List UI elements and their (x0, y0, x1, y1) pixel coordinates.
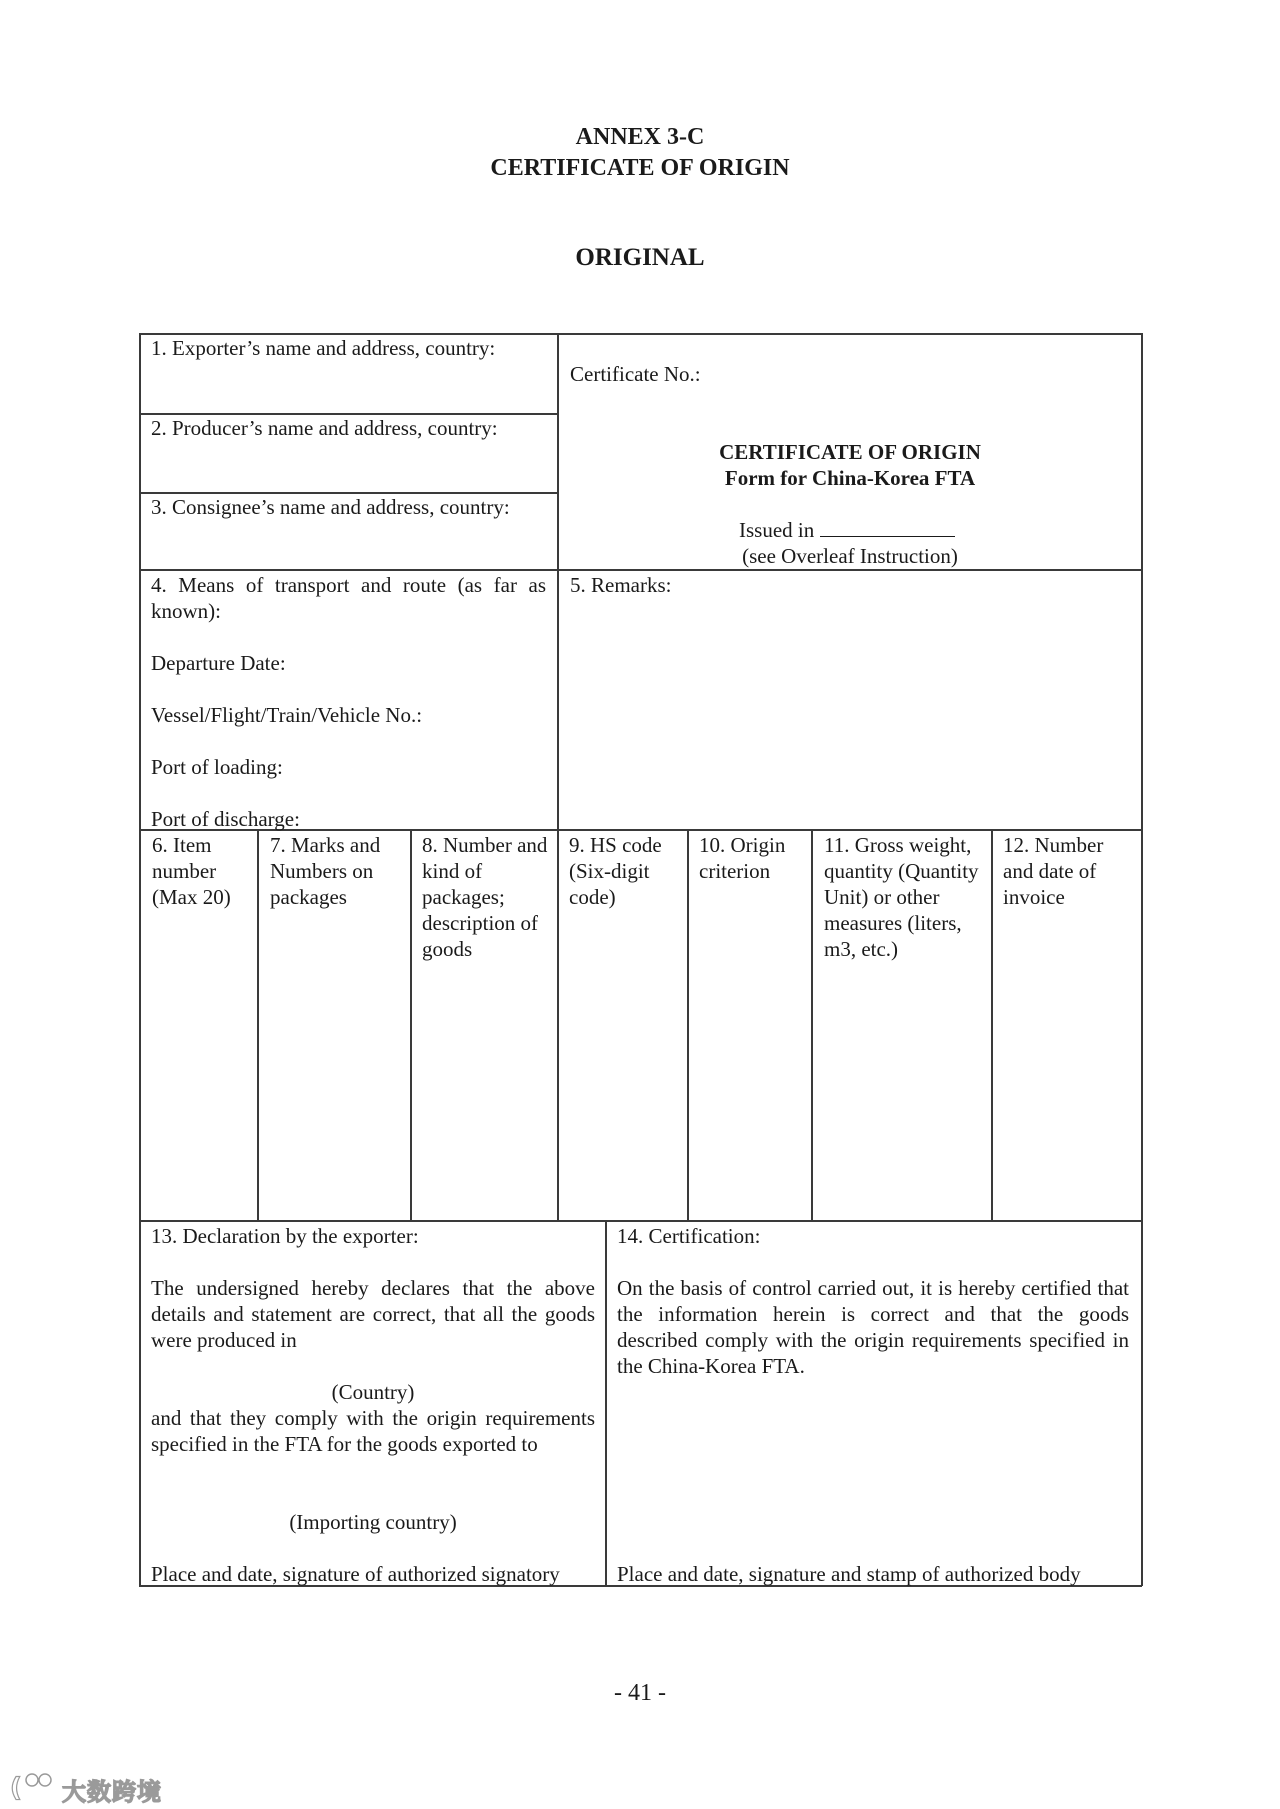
consignee-label: 3. Consignee’s name and address, country: (151, 495, 510, 519)
document-title: CERTIFICATE OF ORIGIN (490, 155, 790, 181)
transport-label: 4. Means of transport and route (as far as known): (151, 573, 546, 623)
column-header-marks: 7. Marks and Numbers on packages (270, 833, 381, 909)
divider-col12 (991, 829, 993, 1220)
certificate-no-label: Certificate No.: (570, 362, 701, 386)
page-number: - 41 - (614, 1680, 666, 1706)
column-header-gross-weight: 11. Gross weight, quantity (Quantity Unit) or other measures (liters, m3, etc.) (824, 833, 979, 961)
issued-in-line (739, 517, 1059, 543)
divider-row2 (139, 569, 1142, 571)
svg-text:(: ( (10, 1773, 22, 1802)
column-header-invoice: 12. Number and date of invoice (1003, 833, 1104, 909)
producer-label: 2. Producer’s name and address, country: (151, 416, 498, 440)
divider-row4 (139, 1220, 1142, 1222)
cert-subtitle: Form for China-Korea FTA (724, 466, 976, 490)
declaration-importing-country: (Importing country) (289, 1510, 457, 1534)
column-header-item-number: 6. Item number (Max 20) (152, 833, 231, 909)
copy-type-title: ORIGINAL (575, 244, 705, 271)
annex-title: ANNEX 3-C (575, 124, 705, 150)
form-border-right (1141, 333, 1143, 1586)
overleaf-note: (see Overleaf Instruction) (742, 544, 958, 568)
certification-label: 14. Certification: (617, 1224, 761, 1248)
departure-date-label: Departure Date: (151, 651, 286, 675)
column-header-origin-criterion: 10. Origin criterion (699, 833, 786, 883)
declaration-signature: Place and date, signature of authorized signatory (151, 1562, 560, 1586)
divider-bottom-mid (605, 1220, 607, 1586)
divider-mid (557, 333, 559, 1220)
document-header (0, 122, 1280, 184)
port-discharge-label: Port of discharge: (151, 807, 300, 831)
declaration-country: (Country) (331, 1380, 415, 1404)
form-border-left (139, 333, 141, 1586)
column-header-packages: 8. Number and kind of packages; description of goods (422, 833, 548, 961)
certification-signature: Place and date, signature and stamp of authorized body (617, 1562, 1081, 1586)
column-header-hs-code: 9. HS code (Six-digit code) (569, 833, 662, 909)
remarks-label: 5. Remarks: (570, 573, 672, 597)
exporter-label: 1. Exporter’s name and address, country: (151, 336, 496, 360)
declaration-text-1: The undersigned hereby declares that the above details and statement are correct, that all the goods were produced in (151, 1276, 595, 1352)
port-loading-label: Port of loading: (151, 755, 283, 779)
divider-col10 (687, 829, 689, 1220)
divider-col7 (257, 829, 259, 1220)
certification-text: On the basis of control carried out, it is hereby certified that the information herein is correct and that the goods described comply with the origin requirements specified in the China-Korea FTA. (617, 1276, 1129, 1378)
cert-title: CERTIFICATE OF ORIGIN (719, 440, 981, 464)
logo-icon (8, 1770, 58, 1802)
declaration-label: 13. Declaration by the exporter: (151, 1224, 419, 1248)
declaration-text-2: and that they comply with the origin requirements specified in the FTA for the goods exported to (151, 1406, 595, 1456)
divider-col8 (410, 829, 412, 1220)
issued-in-label: Issued in (739, 518, 815, 542)
watermark-text: 大数跨境 (62, 1778, 162, 1806)
vessel-label: Vessel/Flight/Train/Vehicle No.: (151, 703, 423, 727)
issued-in-blank (820, 520, 955, 537)
divider-col11 (811, 829, 813, 1220)
watermark (8, 1770, 168, 1806)
